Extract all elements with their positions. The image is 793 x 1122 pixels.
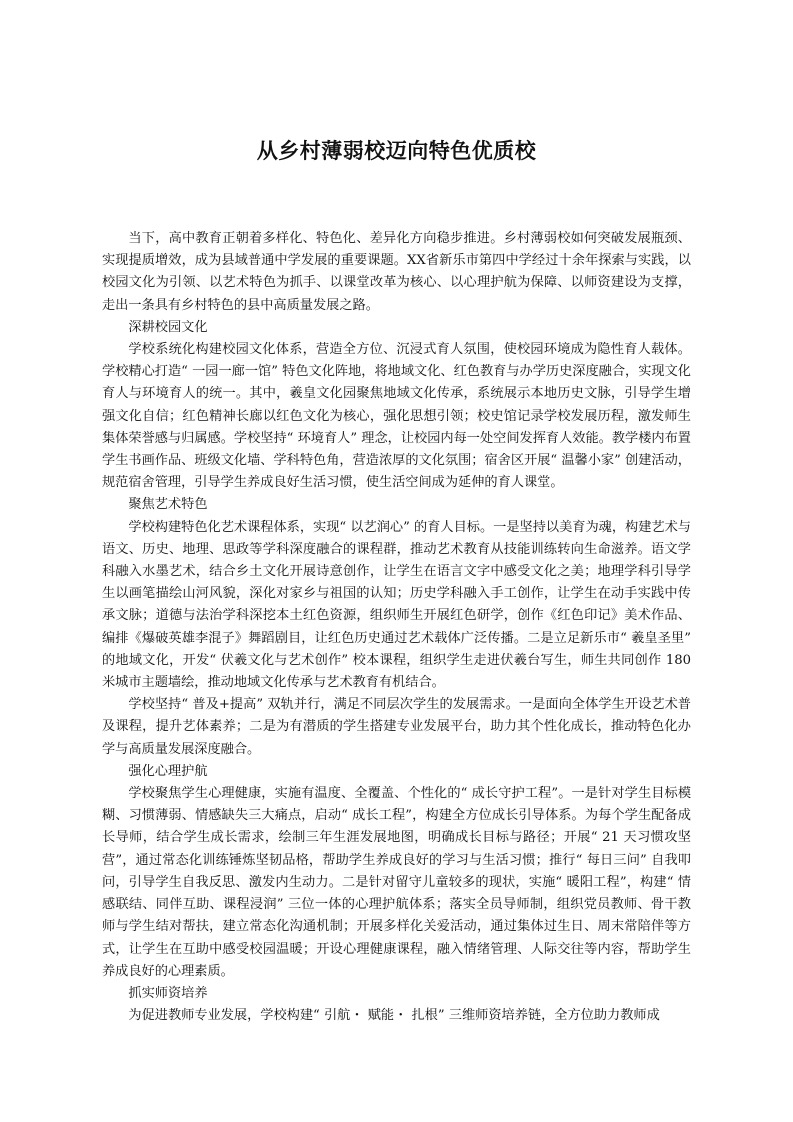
section-paragraph: 为促进教师专业发展，学校构建“ 引航・ 赋能・ 扎根” 三维师资培养链，全方位助力教师成 <box>128 1008 660 1024</box>
section-heading-teachers: 抓实师资培养 <box>128 985 208 1001</box>
section-paragraph: 学校坚持“ 普及+提高” 双轨并行，满足不同层次学生的发展需求。一是面向全体学生开设艺术普及课程，提升艺体素养；二是为有潜质的学生搭建专业发展平台，助力其个性化成长，推动特色化办学与高质量发展深度融合。 <box>102 697 691 757</box>
section-paragraph: 学校构建特色化艺术课程体系，实现“ 以艺润心” 的育人目标。一是坚持以美育为魂，构建艺术与语文、历史、地理、思政等学科深度融合的课程群，推动艺术教育从技能训练转向生命滋养。语文学科融入水墨艺术，结合乡土文化开展诗意创作，让学生在语言文字中感受文化之美；地理学科引导学生以画笔描绘山河风貌，深化对家乡与祖国的认知；历史学科融入手工创作，让学生在动手实践中传承文脉；道德与法治学科深挖本土红色资源，组织师生开展红色研学，创作《红色印记》美术作品、编排《爆破英雄李混子》舞蹈剧目，让红色历史通过艺术载体广泛传播。二是立足新乐市“ 羲皇圣里” 的地域文化，开发“ 伏羲文化与艺术创作” 校本课程，组织学生走进伏羲台写生，师生共同创作 180 米城市主题墙绘，推动地域文化传承与艺术教育有机结合。 <box>102 519 691 691</box>
section-paragraph: 学校系统化构建校园文化体系，营造全方位、沉浸式育人氛围，使校园环境成为隐性育人载体。学校精心打造“ 一园一廊一馆” 特色文化阵地，将地域文化、红色教育与办学历史深度融合，实现文化育人与环境育人的统一。其中，羲皇文化园聚焦地域文化传承，系统展示本地历史文脉，引导学生增强文化自信；红色精神长廊以红色文化为核心，强化思想引领；校史馆记录学校发展历程，激发师生集体荣誉感与归属感。学校坚持“ 环境育人” 理念，让校园内每一处空间发挥育人效能。教学楼内布置学生书画作品、班级文化墙、学科特色角，营造浓厚的文化氛围；宿舍区开展“ 温馨小家” 创建活动，规范宿舍管理，引导学生养成良好生活习惯，使生活空间成为延伸的育人课堂。 <box>102 342 691 491</box>
section-paragraph: 学校聚焦学生心理健康，实施有温度、全覆盖、个性化的“ 成长守护工程”。一是针对学生目标模糊、习惯薄弱、情感缺失三大痛点，启动“ 成长工程”，构建全方位成长引导体系。为每个学生配备成长导师，结合学生成长需求，绘制三年生涯发展地图，明确成长目标与路径；开展“ 21 天习惯攻坚营”，通过常态化训练锤炼坚韧品格，帮助学生养成良好的学习与生活习惯；推行“ 每日三问” 自我叩问，引导学生自我反思、激发内生动力。二是针对留守儿童较多的现状，实施“ 暖阳工程”，构建“ 情感联结、同伴互助、课程浸润” 三位一体的心理护航体系；落实全员导师制，组织党员教师、骨干教师与学生结对帮扶，建立常态化沟通机制；开展多样化关爱活动，通过集体过生日、周末常陪伴等方式，让学生在互助中感受校园温暖；开设心理健康课程，融入情绪管理、人际交往等内容，帮助学生养成良好的心理素质。 <box>102 786 691 979</box>
document-title: 从乡村薄弱校迈向特色优质校 <box>256 139 537 163</box>
section-heading-psychology: 强化心理护航 <box>128 763 208 779</box>
section-heading-art: 聚焦艺术特色 <box>128 497 208 513</box>
document-body <box>102 228 691 1027</box>
intro-paragraph: 当下，高中教育正朝着多样化、特色化、差异化方向稳步推进。乡村薄弱校如何突破发展瓶颈、实现提质增效，成为县域普通中学发展的重要课题。XX省新乐市第四中学经过十余年探索与实践，以校园文化为引领、以艺术特色为抓手、以课堂改革为核心、以心理护航为保障、以师资建设为支撑，走出一条具有乡村特色的县中高质量发展之路。 <box>102 231 691 313</box>
section-heading-culture: 深耕校园文化 <box>128 319 208 335</box>
